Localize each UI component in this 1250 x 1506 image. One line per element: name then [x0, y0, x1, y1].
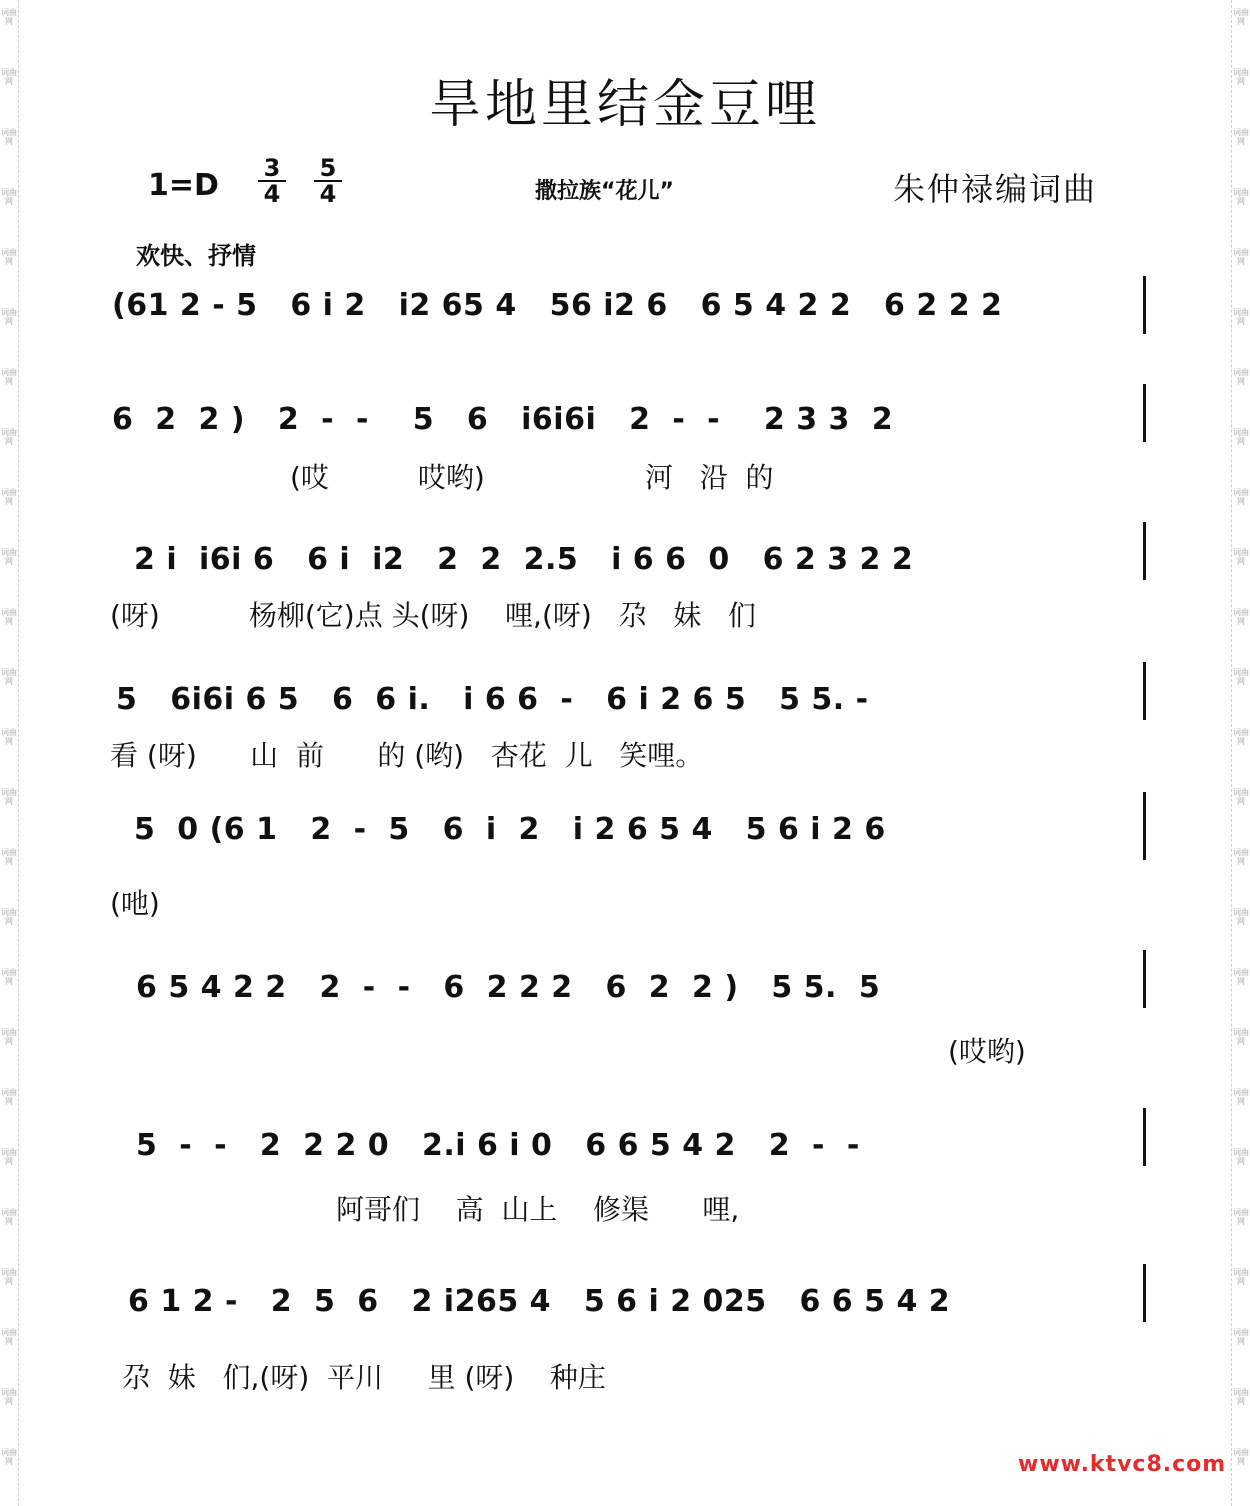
watermark-text: 词曲网 [1233, 248, 1249, 266]
watermark-text: 词曲网 [1, 968, 17, 986]
watermark-text: 词曲网 [1233, 1268, 1249, 1286]
watermark-text: 词曲网 [1233, 908, 1249, 926]
watermark-text: 词曲网 [1233, 1088, 1249, 1106]
watermark-text: 词曲网 [1233, 788, 1249, 806]
notation-line: (61 2 - 5 6 i 2 i2 65 4 56 i2 6 6 5 4 2 2 6 2 2 2 [112, 288, 1003, 323]
watermark-text: 词曲网 [1, 368, 17, 386]
notation-line: 5 - - 2 2 2 0 2.i 6 i 0 6 6 5 4 2 2 - - [136, 1128, 860, 1163]
lyrics-line: 尕 妹 们,(呀) 平川 里 (呀) 种庄 [122, 1361, 606, 1394]
watermark-text: 词曲网 [1233, 308, 1249, 326]
time-signature-denominator: 4 [319, 180, 337, 208]
watermark-text: 词曲网 [1233, 848, 1249, 866]
notation-line: 6 1 2 - 2 5 6 2 i265 4 5 6 i 2 025 6 6 5 4 2 [128, 1284, 951, 1319]
lyrics-line: (哎哟) [948, 1035, 1026, 1068]
time-signature-numerator: 3 [258, 156, 286, 182]
bar-line [1143, 662, 1146, 720]
watermark-text: 词曲网 [1, 428, 17, 446]
lyrics-line: (呀) 杨柳(它)点 头(呀) 哩,(呀) 尕 妹 们 [110, 599, 756, 632]
watermark-text: 词曲网 [1233, 1028, 1249, 1046]
watermark-text: 词曲网 [1, 1268, 17, 1286]
notation-line: 5 0 (6 1 2 - 5 6 i 2 i 2 6 5 4 5 6 i 2 6 [134, 812, 886, 847]
watermark-text: 词曲网 [1, 1088, 17, 1106]
watermark-text: 词曲网 [1, 188, 17, 206]
watermark-text: 词曲网 [1233, 668, 1249, 686]
watermark-text: 词曲网 [1, 788, 17, 806]
notation-line: 6 2 2 ) 2 - - 5 6 i6i6i 2 - - 2 3 3 2 [112, 402, 894, 437]
watermark-text: 词曲网 [1, 1328, 17, 1346]
watermark-text: 词曲网 [1, 68, 17, 86]
left-watermark-strip [0, 0, 19, 1506]
watermark-text: 词曲网 [1233, 428, 1249, 446]
notation-line: 5 6i6i 6 5 6 6 i. i 6 6 - 6 i 2 6 5 5 5. - [116, 682, 869, 717]
song-title: 旱地里结金豆哩 [428, 75, 821, 135]
watermark-text: 词曲网 [1, 848, 17, 866]
watermark-text: 词曲网 [1, 248, 17, 266]
bar-line [1143, 384, 1146, 442]
right-watermark-strip [1231, 0, 1250, 1506]
bar-line [1143, 1108, 1146, 1166]
watermark-text: 词曲网 [1233, 1388, 1249, 1406]
composer-credit: 朱仲禄编词曲 [893, 170, 1098, 208]
lyrics-line: 阿哥们 高 山上 修渠 哩, [336, 1193, 740, 1226]
watermark-text: 词曲网 [1, 608, 17, 626]
watermark-text: 词曲网 [1, 1148, 17, 1166]
watermark-text: 词曲网 [1, 1388, 17, 1406]
watermark-text: 词曲网 [1, 1028, 17, 1046]
watermark-text: 词曲网 [1233, 608, 1249, 626]
watermark-text: 词曲网 [1, 668, 17, 686]
lyrics-line: 看 (呀) 山 前 的 (哟) 杏花 儿 笑哩。 [110, 739, 704, 772]
notation-line: 6 5 4 2 2 2 - - 6 2 2 2 6 2 2 ) 5 5. 5 [136, 970, 881, 1005]
watermark-text: 词曲网 [1233, 728, 1249, 746]
bar-line [1143, 792, 1146, 860]
watermark-text: 词曲网 [1233, 968, 1249, 986]
lyrics-line: (吔) [110, 887, 160, 920]
watermark-text: 词曲网 [1233, 188, 1249, 206]
notation-line: 2 i i6i 6 6 i i2 2 2 2.5 i 6 6 0 6 2 3 2 2 [134, 542, 914, 577]
watermark-text: 词曲网 [1233, 68, 1249, 86]
time-signature-denominator: 4 [263, 180, 281, 208]
watermark-text: 词曲网 [1, 128, 17, 146]
watermark-text: 词曲网 [1233, 548, 1249, 566]
watermark-text: 词曲网 [1, 1448, 17, 1466]
watermark-text: 词曲网 [1233, 1448, 1249, 1466]
watermark-text: 词曲网 [1, 1208, 17, 1226]
time-signature-numerator: 5 [314, 156, 342, 182]
watermark-text: 词曲网 [1, 308, 17, 326]
watermark-text: 词曲网 [1233, 1328, 1249, 1346]
time-signature-5-4 [314, 156, 342, 206]
watermark-text: 词曲网 [1233, 368, 1249, 386]
watermark-text: 词曲网 [1233, 488, 1249, 506]
bar-line [1143, 522, 1146, 580]
bar-line [1143, 1264, 1146, 1322]
watermark-text: 词曲网 [1233, 1208, 1249, 1226]
tempo-marking: 欢快、抒情 [136, 242, 256, 270]
watermark-text: 词曲网 [1233, 1148, 1249, 1166]
watermark-text: 词曲网 [1, 8, 17, 26]
watermark-text: 词曲网 [1233, 128, 1249, 146]
watermark-text: 词曲网 [1233, 8, 1249, 26]
watermark-text: 词曲网 [1, 548, 17, 566]
bar-line [1143, 950, 1146, 1008]
genre-label: 撒拉族“花儿” [535, 179, 674, 204]
watermark-text: 词曲网 [1, 728, 17, 746]
key-signature: 1=D [148, 168, 219, 203]
lyrics-line: (哎 哎哟) 河 沿 的 [290, 461, 774, 494]
time-signature-3-4 [258, 156, 286, 206]
bar-line [1143, 276, 1146, 334]
watermark-text: 词曲网 [1, 488, 17, 506]
site-watermark: www.ktvc8.com [1018, 1452, 1227, 1477]
watermark-text: 词曲网 [1, 908, 17, 926]
